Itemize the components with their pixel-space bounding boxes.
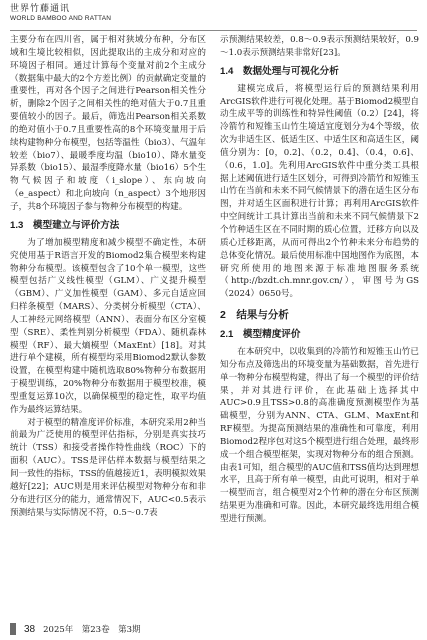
section-heading-1-3: 1.3 模型建立与评价方法 bbox=[10, 219, 120, 231]
section-heading-2-1: 2.1 模型精度评价 bbox=[220, 329, 301, 341]
footer-marker bbox=[10, 623, 16, 635]
paragraph-biomod2: 为了增加模型精度和减少模型不确定性，本研究使用基于R语言开发的Biomod2集合模型来构建物种分布模型。该模型包含了10个单一模型，这些模型包括广义线性模型（GLM）、广义提升模型（GBM）、广义加性模型（GAM）、多元自适应回归样条模型（MARS）、分类树分析模型（CTA）、人工神经元网络模型（ANN）、表面分布区分室模型（SRE）、柔性判别分析模型（FDA）、随机森林模型（RF）、最大熵模型（MaxEnt）[18]。对其进行单个建模，所有模型均采用Biomod2默认参数设置，在模型构建中随机选取80%物种分布数据用于模型训练，20%物种分布数据用于模型校准，模型重复运算10次，以确保模型的稳定性，取平均值作为最终运算结果。 bbox=[10, 237, 206, 415]
page-number: 38 bbox=[24, 623, 36, 635]
left-column bbox=[10, 34, 206, 519]
paragraph-variable-selection: 主要分布在四川省，属于相对狭域分布种，分布区域和生境比较相似，因此提取出的主成分和对应的环境因子相同。通过计算每个变量对前2个主成分（数据集中最大的2个方差比例）的贡献确定变量的重要性，再对各个因子之间进行Pearson相关性分析，删除2个因子之间相关性的绝对值大于0.7且重要值较小的因子。最后，筛选出Pearson相关系数的绝对值小于0.7且重要性高的8个环境变量用于后续构建物种分布模型，包括等温性（bio3）、气温年较差（bio7）、最暖季度均温（bio10）、降水量变异系数（bio15）、最湿季度降水量（bio16）5个生物气候因子和坡度（i_slope）、东向坡向（e_aspect）和北向坡向（n_aspect）3个地形因子，共8个环境因子参与物种分布模型的构建。 bbox=[10, 35, 206, 212]
paragraph-arcgis-processing: 建模完成后，将模型运行后的预测结果利用ArcGIS软件进行可视化处理。基于Biomod2模型自动生成平等的训练性和特异性阈值（0.2）[24]，将冷箭竹和短锥玉山竹生境适宜度划分为4个等级，依次为非适生区、低适生区、中适生区和高适生区，阈值分别为：[0，0.2]、（0.2，0.4]、（0.4，0.6]、（0.6，1.0]。先利用ArcGIS软件中重分类工具根据上述阈值进行适生区划分，可得到冷箭竹和短锥玉山竹在当前和未来不同气候情景下的潜在适生区分布图，并对适生区面积进行计算；再利用ArcGIS软件中空间统计工具计算出当前和未来不同气候情景下2个竹种适生区在不同时期的质心位置，迁移方向以及质心迁移距离，从而可得出2个竹种未来分布趋势的总体变化情况。最后使用标准中国地图作为底图，本研究所使用的地图来源于标准地图服务系统（http://bzdt.ch.mnr.gov.cn/），审图号为GS（2024）0650号。 bbox=[220, 83, 419, 300]
paragraph-auc-ranges: 示预测结果较差，0.8～0.9表示预测结果较好，0.9～1.0表示预测结果非常好[23]。 bbox=[220, 35, 419, 58]
header-divider bbox=[10, 30, 417, 31]
journal-header bbox=[10, 4, 111, 28]
issue-info: 2025年 第23卷 第3期 bbox=[43, 625, 141, 635]
journal-title-cn: 世界竹藤通讯 bbox=[10, 4, 71, 14]
paragraph-model-accuracy: 在本研究中，以收集到的冷箭竹和短锥玉山竹已知分布点及筛选出的环境变量为基础数据，首先进行单一物种分布模型构建，得出了每一个模型的评价结果，并对其进行评价，在此基础上选择其中AUC>0.9且TSS>0.8的高准确度预测模型作为基础模型，分别为ANN、CTA、GLM、MaxEnt和RF模型。为提高预测结果的准确性和可靠度，利用Biomod2程序包对这5个模型进行组合处理，最终形成一个组合模型框架，实现对物种分布的组合预测。由表1可知，组合模型的AUC值和TSS值均达到理想水平，且高于所有单一模型，由此可说明，相对于单一模型而言，组合模型对2个竹种的潜在分布区预测结果更为准确和可靠。因此，本研究最终选用组合模型进行预测。 bbox=[220, 347, 419, 524]
section-heading-2: 2 结果与分析 bbox=[220, 309, 289, 322]
right-column bbox=[220, 34, 419, 526]
paragraph-evaluation-metrics: 对于模型的精准度评价标准，本研究采用2种当前最为广泛使用的模型评估指标，分别是真实技巧统计（TSS）和接受者操作特性曲线（ROC）下的面积（AUC）。TSS是评估样本数据与模型结果之间一致性的指标，TSS的值越接近1，表明模拟效果越好[22]；AUC则是用来评估模型对物种分布和非分布进行区分的能力，通常情况下，AUC<0.5表示预测结果与实际情况不符，0.5～0.7表 bbox=[10, 417, 206, 518]
section-heading-1-4: 1.4 数据处理与可视化分析 bbox=[220, 65, 339, 77]
page-footer bbox=[10, 622, 140, 636]
journal-title-en: WORLD BAMBOO AND RATTAN bbox=[10, 15, 112, 22]
